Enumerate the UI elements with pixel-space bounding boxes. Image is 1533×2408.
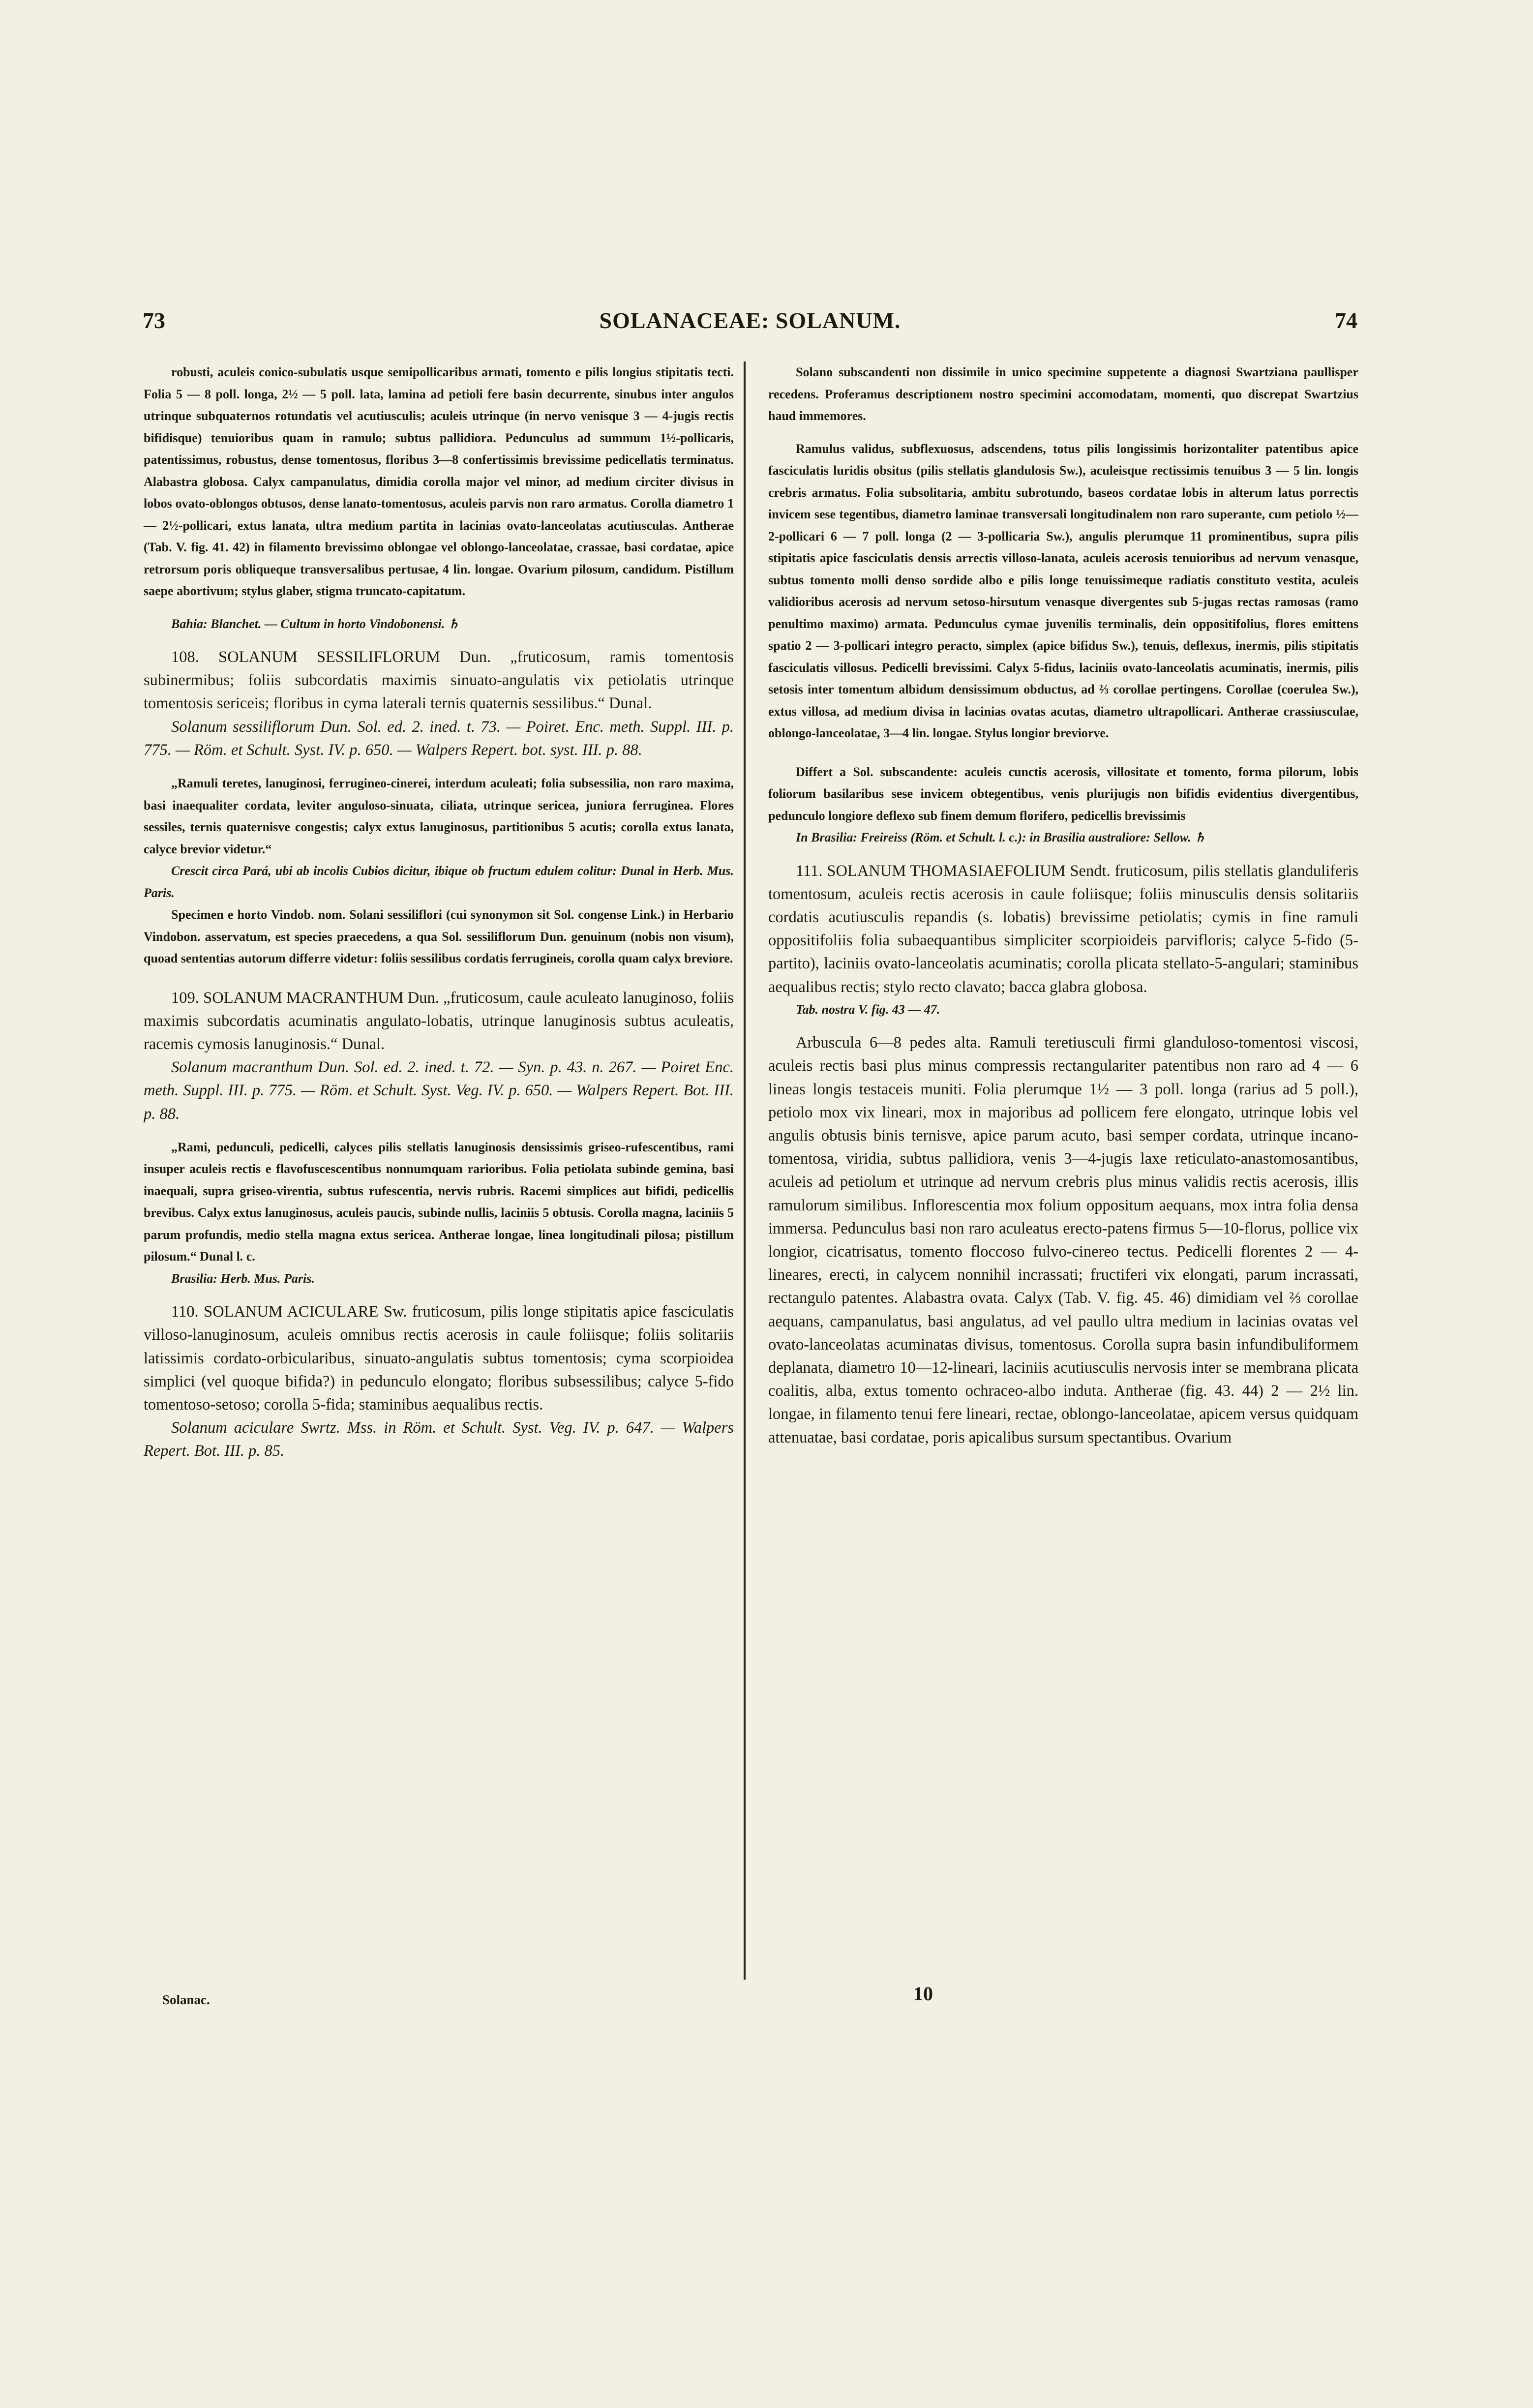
column-divider [744,361,746,1980]
citation-paragraph: Solanum sessiliflorum Dun. Sol. ed. 2. ined. t. 73. — Poiret. Enc. meth. Suppl. III. p. 775. — Röm. et Schult. Syst. IV. p. 650. — Walpers Repert. bot. syst. III. p. 88. [144,718,734,759]
text-paragraph: „Rami, pedunculi, pedicelli, calyces pilis stellatis lanuginosis densissimis griseo-rufescentibus, rami insuper aculeis rectis e flavofuscescentibus nonnumquam rarioribus. Folia petiolata subinde gemina, basi inaequali, supra griseo-virentia, subtus rufescentia, nervis rubris. Racemi simplices aut bifidi, pedicellis brevibus. Calyx extus lanuginosus, aculeis paucis, subinde nullis, laciniis 5 obtusis. Corolla magna, laciniis 5 parum profundis, medio stella magna extus sericea. Antherae longae, linea longitudinali pilosa; pistillum pilosum.“ Dunal l. c. [144,1140,734,1264]
paragraph-gap [768,1021,1358,1031]
citation-paragraph: Tab. nostra V. fig. 43 — 47. [796,1002,940,1017]
paragraph-gap [144,1290,734,1300]
text-paragraph: „Ramuli teretes, lanuginosi, ferrugineo-cinerei, interdum aculeati; folia subsessilia, non raro maxima, basi inaequaliter cordata, leviter anguloso-sinuata, ciliata, utrinque sericea, juniora ferruginea. Flores sessiles, ternis quaternisve congestis; calyx extus lanuginosus, partitionibus 5 acutis; corolla extus lanata, calyce brevior videtur.“ [144,776,734,856]
left-column [144,361,734,1463]
citation-paragraph: Solanum macranthum Dun. Sol. ed. 2. ined. t. 72. — Syn. p. 43. n. 267. — Poiret Enc. meth. Suppl. III. p. 775. — Röm. et Schult. Syst. Veg. IV. p. 650. — Walpers Repert. Bot. III. p. 88. [144,1058,734,1123]
paragraph-gap [144,602,734,613]
text-paragraph: Differt a Sol. subscandente: aculeis cunctis acerosis, villositate et tomento, forma pilorum, lobis foliorum basilaribus sese invicem obtegentibus, venis plurijugis non bifidis evidentius divergentibus, pedunculo longiore deflexo sub finem demum florifero, pedicellis brevissimis [768,764,1358,823]
citation-paragraph: Crescit circa Pará, ubi ab incolis Cubios dicitur, ibique ob fructum edulem colitur: Dunal in Herb. Mus. Paris. [144,864,734,900]
text-paragraph: 109. SOLANUM MACRANTHUM Dun. „fruticosum, caule aculeato lanuginoso, foliis maximis subcordatis acuminatis angulato-lobatis, utrinque lanuginosis subtus aculeatis, racemis cymosis lanuginosis.“ Dunal. [144,989,734,1053]
page-number-right: 74 [1335,308,1357,333]
running-header [143,307,1357,337]
citation-paragraph: Brasilia: Herb. Mus. Paris. [171,1271,315,1286]
citation-paragraph: Solanum aciculare Swrtz. Mss. in Röm. et Schult. Syst. Veg. IV. p. 647. — Walpers Repert. Bot. III. p. 85. [144,1419,734,1460]
citation-paragraph: Bahia: Blanchet. — Cultum in horto Vindobonensi. ♄ [171,616,460,631]
paragraph-gap [144,1126,734,1137]
paragraph-gap [768,427,1358,438]
paragraph-gap [144,762,734,773]
signature-label: Solanac. [162,1992,210,2007]
text-paragraph: Specimen e horto Vindob. nom. Solani sessiliflori (cui synonymon sit Sol. congense Link.) in Herbario Vindobon. asservatum, est species praecedens, a qua Sol. sessiliflorum Dun. genuinum (nobis non visum), quoad sententias autorum differre videtur: foliis sessilibus cordatis ferrugineis, corolla quam calyx breviore. [144,907,734,966]
paragraph-gap [144,970,734,987]
citation-paragraph: In Brasilia: Freireiss (Röm. et Schult. l. c.): in Brasilia australiore: Sellow. ♄ [796,830,1206,844]
text-paragraph: Solano subscandenti non dissimile in unico specimine suppetente a diagnosi Swartziana paullisper recedens. Proferamus descriptionem nostro specimini accomodatam, momenti, quo discrepat Swartzius haud immemores. [768,365,1358,423]
signature-number: 10 [913,1983,933,2005]
text-paragraph: Arbuscula 6—8 pedes alta. Ramuli teretiusculi firmi glanduloso-tomentosi viscosi, aculeis rectis basi plus minus compressis rectangulariter patentibus non raro ad 4 — 6 lineas longis testaceis muniti. Folia plerumque 1½ — 3 poll. longa (rarius ad 5 poll.), petiolo mox vix lineari, mox in majoribus ad pollicem fere elongato, utrinque lobis vel angulis obtusis binis ternisve, apice parum acuto, basi semper cordata, utrinque incano-tomentosa, viridia, subtus pallidiora, venis 3—4-jugis laxe reticulato-anastomosantibus, aculeis ad petiolum et utrinque ad nervum crebris plus minus validis rectis acerosis, illis ramulorum similibus. Inflorescentia mox folium oppositum aequans, mox intra folia densa immersa. Pedunculus basi non raro aculeatus erecto-patens firmus 5—10-florus, pollice vix longior, cicatrisatus, tomento floccoso fulvo-cinereo tectus. Pedicelli florentes 2 — 4-lineares, erecti, in calycem nonnihil incrassati; fructiferi vix elongati, parum incrassati, rectangulo patentes. Alabastra ovata. Calyx (Tab. V. fig. 45. 46) dimidiam vel ⅔ corollae aequans, campanulatus, basi angulatus, ad vel paullo ultra medium in lacinias ovatas vel ovato-lanceolatas acuminatas divisus, tomentosus. Corolla supra basin infundibuliformem deplanata, diametro 10—12-lineari, laciniis acutiusculis nervosis inter se membrana plicata coalitis, alba, extus tomento ochraceo-albo induta. Antherae (fig. 43. 44) 2 — 2½ lin. longae, in filamento tenui fere lineari, rectae, oblongo-lanceolatae, apicem versus quidquam attenuatae, basi cordatae, poris apicalibus sursum spectantibus. Ovarium [768,1034,1358,1446]
right-column [768,361,1358,1449]
paragraph-gap [768,849,1358,860]
page-number-left: 73 [143,308,165,333]
text-paragraph: 111. SOLANUM THOMASIAEFOLIUM Sendt. fruticosum, pilis stellatis glanduliferis tomentosum, aculeis rectis acerosis in caule foliisque; foliis minusculis densis solitariis cordatis acutiusculis repandis (s. lobatis) brevissime petiolatis; cymis in fine ramuli oppositifoliis folia subaequantibus simpliciter scorpioideis parvifloris; calyce 5-fido (5-partito), laciniis ovato-lanceolatis acuminatis; corolla plicata stellato-5-angulari; staminibus aequalibus rectis; stylo recto clavato; bacca glabra globosa. [768,862,1358,996]
paragraph-gap [144,635,734,646]
text-paragraph: 108. SOLANUM SESSILIFLORUM Dun. „fruticosum, ramis tomentosis subinermibus; foliis subcordatis maximis sinuato-angulatis vix petiolatis utrinque tomentosis sericeis; floribus in cyma laterali ternis quaternis sessilibus.“ Dunal. [144,648,734,713]
text-paragraph: robusti, aculeis conico-subulatis usque semipollicaribus armati, tomento e pilis longius stipitatis tecti. Folia 5 — 8 poll. longa, 2½ — 5 poll. lata, lamina ad petioli fere basin decurrente, sinubus inter angulos utrinque subquaternos rotundatis vel acutiusculis; aculeis utrinque (in nervo venisque 3 — 4-jugis rectis bifidisque) tenuioribus quam in ramulo; subtus pallidiora. Pedunculus ad summum 1½-pollicaris, patentissimus, robustus, dense tomentosus, floribus 3—8 confertissimis brevissime pedicellatis terminatus. Alabastra globosa. Calyx campanulatus, dimidia corolla major vel minor, ad medium circiter divisus in lobos ovato-oblongos obtusos, dense lanato-tomentosus, aculeis parvis non raro armatus. Corolla diametro 1 — 2½-pollicari, extus lanata, ultra medium partita in lacinias ovato-lanceolatas acutiusculas. Antherae (Tab. V. fig. 41. 42) in filamento brevissimo oblongae vel oblongo-lanceolatae, crassae, basi cordatae, apice retrorsum poris obliqueque transversalibus pertusae, 4 lin. longae. Ovarium pilosum, candidum. Pistillum saepe abortivum; stylus glaber, stigma truncato-capitatum. [144,365,734,598]
paragraph-gap [768,745,1358,761]
text-paragraph: Ramulus validus, subflexuosus, adscendens, totus pilis longissimis horizontaliter patentibus apice fasciculatis luridis obsitus (pilis stellatis glandulosis Sw.), aculeisque rectissimis tenuibus 3 — 5 lin. longis crebris armatus. Folia subsolitaria, ambitu subrotundo, baseos cordatae lobis in alterum latus porrectis invicem sese tegentibus, diametro laminae transversali longitudinalem non raro superante, cum petiolo ½—2-pollicari 6 — 7 poll. longa (2 — 3-pollicaria Sw.), angulis plerumque 11 prominentibus, supra pilis stipitatis apice fasciculatis densis arrectis villoso-lanata, aculeis acerosis tenuioribus ad nervum venasque, subtus tomento molli denso sordide albo e pilis longe tenuissimeque radiatis constituto vestita, aculeis validioribus acerosis ad nervum setoso-hirsutum venasque divergentes sub 5-jugas rectas ramosas (ramo penultimo maximo) armata. Pedunculus cymae juvenilis terminalis, dein oppositifolius, flores emittens spatio 2 — 3-pollicari integro peracto, simplex (apice bifidus Sw.), tenuis, deflexus, inermis, pilis stipitatis fasciculatis villosus. Pedicelli brevissimi. Calyx 5-fidus, laciniis ovato-lanceolatis acuminatis, inermis, pilis setosis inter tomentum albidum densissimum obductus, ad ⅔ corollae pertingens. Corollae (coerulea Sw.), extus villosa, ad medium divisa in lacinias ovatas acutas, diametro ultrapollicari. Antherae crassiusculae, oblongo-lanceolatae, 3—4 lin. longae. Stylus longior breviorve. [768,441,1358,740]
running-title: SOLANACEAE: SOLANUM. [599,308,901,333]
text-paragraph: 110. SOLANUM ACICULARE Sw. fruticosum, pilis longe stipitatis apice fasciculatis villoso-lanuginosum, aculeis omnibus rectis acerosis in caule foliisque; foliis solitariis latissimis cordato-orbicularibus, sinuato-angulatis subtus tomentosis; cyma scorpioidea simplici (vel quoque bifida?) in pedunculo elongato; floribus subsessilibus; calyce 5-fido tomentoso-setoso; corolla 5-fida; staminibus aequalibus rectis. [144,1303,734,1414]
